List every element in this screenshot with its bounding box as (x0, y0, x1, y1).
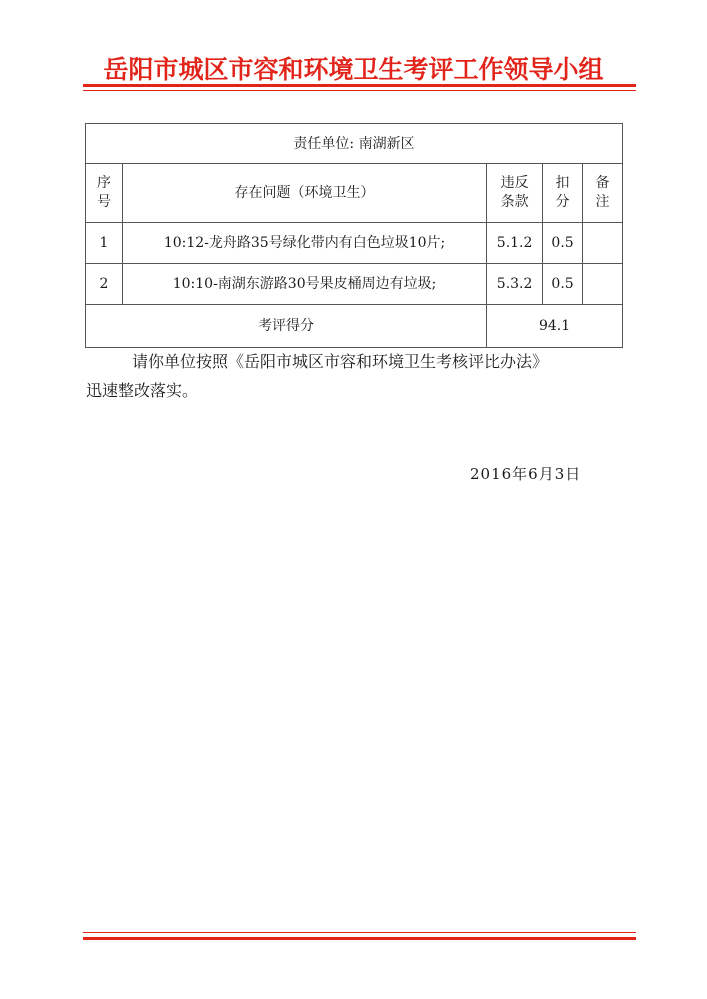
document-date: 2016年6月3日 (470, 465, 582, 483)
responsible-unit-cell: 责任单位: 南湖新区 (86, 124, 623, 164)
row-seq: 2 (86, 264, 123, 305)
header-clause: 违反 条款 (487, 164, 543, 223)
notice-paragraph (86, 347, 626, 405)
table-header-row (86, 164, 623, 223)
table-row (86, 223, 623, 264)
notice-line-2: 迅速整改落实。 (86, 381, 199, 400)
header-issue: 存在问题（环境卫生） (122, 164, 486, 223)
header-remark: 备 注 (583, 164, 623, 223)
score-label: 考评得分 (86, 305, 487, 348)
footer-rule-thin (83, 932, 636, 933)
responsible-unit-row (86, 124, 623, 164)
row-clause: 5.1.2 (487, 223, 543, 264)
header-rule-thick (83, 84, 636, 87)
table-row (86, 264, 623, 305)
score-value: 94.1 (487, 305, 623, 348)
row-issue: 10:12-龙舟路35号绿化带内有白色垃圾10片; (122, 223, 486, 264)
document-header-title: 岳阳市城区市容和环境卫生考评工作领导小组 (103, 55, 604, 84)
row-remark (583, 264, 623, 305)
row-issue: 10:10-南湖东游路30号果皮桶周边有垃圾; (122, 264, 486, 305)
row-remark (583, 223, 623, 264)
row-clause: 5.3.2 (487, 264, 543, 305)
header-deduct: 扣 分 (543, 164, 583, 223)
row-deduct: 0.5 (543, 223, 583, 264)
row-seq: 1 (86, 223, 123, 264)
header-seq: 序 号 (86, 164, 123, 223)
score-row (86, 305, 623, 348)
header-rule-thin (83, 90, 636, 91)
footer-rule-thick (83, 937, 636, 940)
inspection-table (85, 123, 623, 348)
row-deduct: 0.5 (543, 264, 583, 305)
notice-line-1: 请你单位按照《岳阳市城区市容和环境卫生考核评比办法》 (132, 352, 549, 371)
